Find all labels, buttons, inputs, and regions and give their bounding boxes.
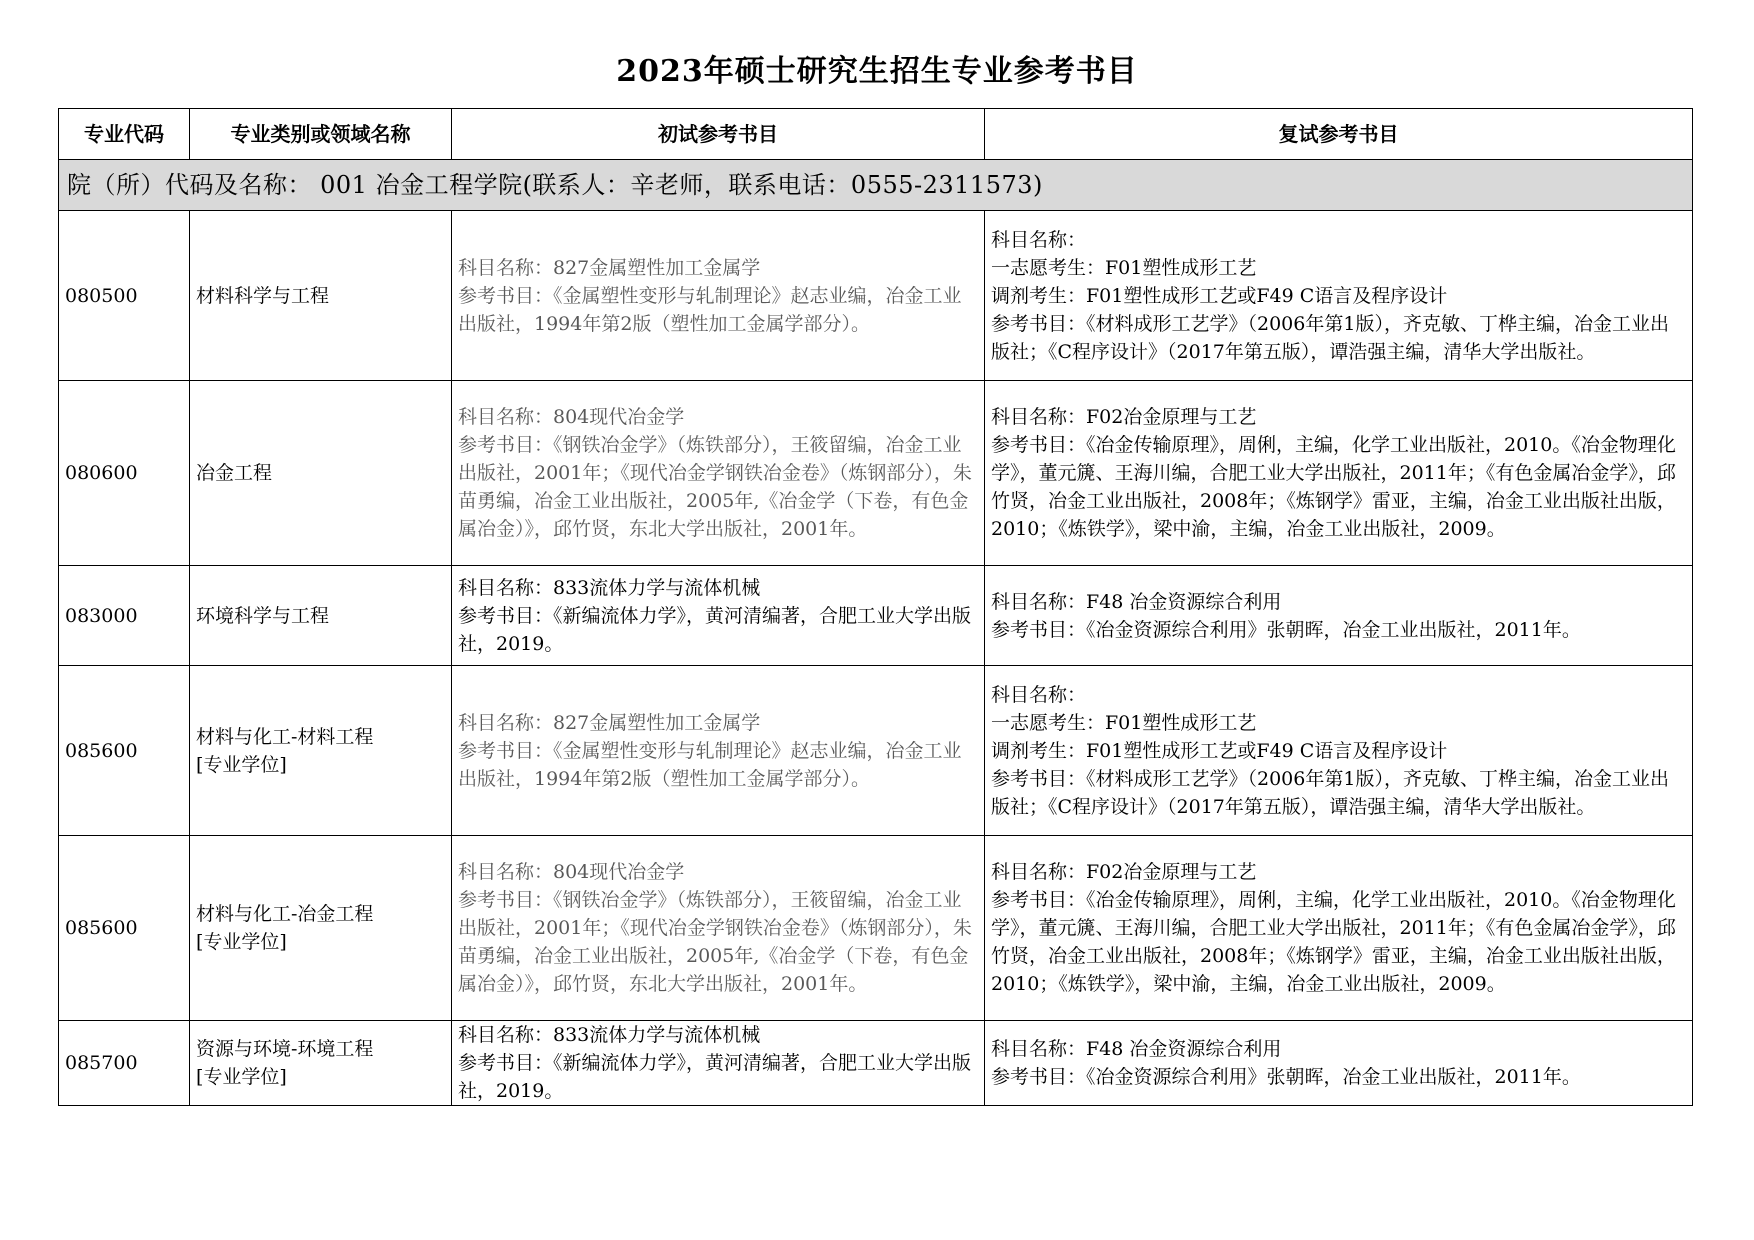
major-code: 080600 bbox=[59, 381, 190, 566]
table-row bbox=[59, 381, 1693, 566]
table-row bbox=[59, 1021, 1693, 1106]
table-header-row bbox=[59, 109, 1693, 160]
header-code: 专业代码 bbox=[59, 109, 190, 160]
table-row bbox=[59, 211, 1693, 381]
major-code: 085600 bbox=[59, 836, 190, 1021]
reference-books-table bbox=[58, 108, 1693, 1106]
major-name: 资源与环境-环境工程 [专业学位] bbox=[190, 1021, 452, 1106]
initial-books: 科目名称：804现代冶金学 参考书目：《钢铁冶金学》（炼铁部分），王筱留编，冶金工业出版社，2001年；《现代冶金学钢铁冶金卷》（炼钢部分），朱苗勇编，冶金工业出版社，2005年,《冶金学（下卷，有色金属冶金）》，邱竹贤，东北大学出版社，2001年。 bbox=[452, 836, 985, 1021]
retest-books: 科目名称： 一志愿考生：F01塑性成形工艺 调剂考生：F01塑性成形工艺或F49 C语言及程序设计 参考书目：《材料成形工艺学》（2006年第1版），齐克敏、丁桦主编，冶金工业出版社；《C程序设计》（2017年第五版），谭浩强主编，清华大学出版社。 bbox=[985, 211, 1693, 381]
major-code: 085700 bbox=[59, 1021, 190, 1106]
initial-books: 科目名称：827金属塑性加工金属学 参考书目：《金属塑性变形与轧制理论》赵志业编，冶金工业出版社，1994年第2版（塑性加工金属学部分）。 bbox=[452, 211, 985, 381]
major-name: 材料与化工-材料工程 [专业学位] bbox=[190, 666, 452, 836]
department-label: 院（所）代码及名称： 001 冶金工程学院(联系人：辛老师，联系电话：0555-2311573) bbox=[59, 160, 1693, 211]
initial-books: 科目名称：804现代冶金学 参考书目：《钢铁冶金学》（炼铁部分），王筱留编，冶金工业出版社，2001年；《现代冶金学钢铁冶金卷》（炼钢部分），朱苗勇编，冶金工业出版社，2005年,《冶金学（下卷，有色金属冶金）》，邱竹贤，东北大学出版社，2001年。 bbox=[452, 381, 985, 566]
major-code: 083000 bbox=[59, 566, 190, 666]
table-row bbox=[59, 566, 1693, 666]
retest-books: 科目名称：F02冶金原理与工艺 参考书目：《冶金传输原理》，周俐，主编，化学工业出版社，2010。《冶金物理化学》，董元篪、王海川编，合肥工业大学出版社，2011年；《有色金属冶金学》，邱竹贤，冶金工业出版社，2008年；《炼钢学》雷亚，主编，冶金工业出版社出版，2010；《炼铁学》，梁中渝，主编，冶金工业出版社，2009。 bbox=[985, 836, 1693, 1021]
retest-books: 科目名称： 一志愿考生：F01塑性成形工艺 调剂考生：F01塑性成形工艺或F49 C语言及程序设计 参考书目：《材料成形工艺学》（2006年第1版），齐克敏、丁桦主编，冶金工业出版社；《C程序设计》（2017年第五版），谭浩强主编，清华大学出版社。 bbox=[985, 666, 1693, 836]
table-row bbox=[59, 836, 1693, 1021]
initial-books: 科目名称：833流体力学与流体机械 参考书目：《新编流体力学》，黄河清编著，合肥工业大学出版社，2019。 bbox=[452, 1021, 985, 1106]
major-code: 080500 bbox=[59, 211, 190, 381]
major-code: 085600 bbox=[59, 666, 190, 836]
page-title: 2023年硕士研究生招生专业参考书目 bbox=[616, 54, 1138, 89]
department-row bbox=[59, 160, 1693, 211]
major-name: 环境科学与工程 bbox=[190, 566, 452, 666]
initial-books: 科目名称：833流体力学与流体机械 参考书目：《新编流体力学》，黄河清编著，合肥工业大学出版社，2019。 bbox=[452, 566, 985, 666]
retest-books: 科目名称：F48 冶金资源综合利用 参考书目：《冶金资源综合利用》张朝晖，冶金工业出版社，2011年。 bbox=[985, 566, 1693, 666]
table-row bbox=[59, 666, 1693, 836]
header-retest-books: 复试参考书目 bbox=[985, 109, 1693, 160]
major-name: 冶金工程 bbox=[190, 381, 452, 566]
header-initial-books: 初试参考书目 bbox=[452, 109, 985, 160]
initial-books: 科目名称：827金属塑性加工金属学 参考书目：《金属塑性变形与轧制理论》赵志业编，冶金工业出版社，1994年第2版（塑性加工金属学部分）。 bbox=[452, 666, 985, 836]
major-name: 材料与化工-冶金工程 [专业学位] bbox=[190, 836, 452, 1021]
retest-books: 科目名称：F02冶金原理与工艺 参考书目：《冶金传输原理》，周俐，主编，化学工业出版社，2010。《冶金物理化学》，董元篪、王海川编，合肥工业大学出版社，2011年；《有色金属冶金学》，邱竹贤，冶金工业出版社，2008年；《炼钢学》雷亚，主编，冶金工业出版社出版，2010；《炼铁学》，梁中渝，主编，冶金工业出版社，2009。 bbox=[985, 381, 1693, 566]
major-name: 材料科学与工程 bbox=[190, 211, 452, 381]
retest-books: 科目名称：F48 冶金资源综合利用 参考书目：《冶金资源综合利用》张朝晖，冶金工业出版社，2011年。 bbox=[985, 1021, 1693, 1106]
header-major-name: 专业类别或领域名称 bbox=[190, 109, 452, 160]
